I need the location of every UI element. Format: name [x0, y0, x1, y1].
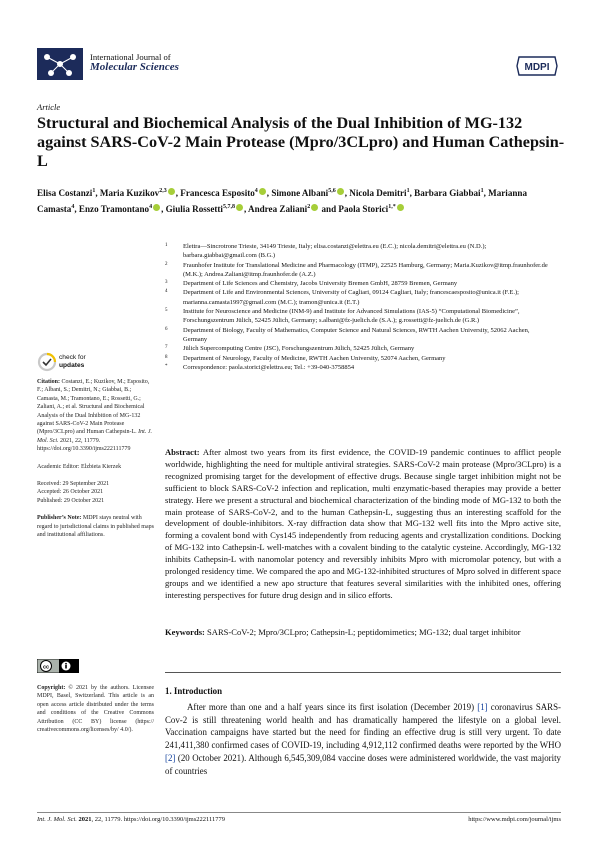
published-date: Published: 29 October 2021 [37, 497, 105, 504]
affiliation-item [165, 279, 555, 288]
citation-text: Costanzi, E.; Kuzikov, M.; Esposito, F.; Albani, S.; Demitri, N.; Giabbai, B.; Camasta, M.; Tramontano, E.; Rossetti, G.; Zaliani, A.; et al. Structural and Biochemical Analysis of the Dual Inhibition of MG-132 against SARS-CoV-2 Main Protease (Mpro/3CLpro) and Human Cathepsin-L. [37, 379, 150, 436]
journal-name-line1: International Journal of [90, 52, 171, 62]
author-name: Maria Kuzikov [99, 188, 160, 199]
copyright-text: © 2021 by the authors. Licensee MDPI, Basel, Switzerland. This article is an open access article distributed under the terms and conditions of the Creative Commons Attribution (CC BY) license (https:// creativecommons.org/licenses/by/ 4.0/). [37, 685, 154, 734]
check-updates-text [59, 354, 86, 369]
author-affiliation-sup: 5,7,8 [222, 203, 235, 210]
cc-by-license-icon[interactable] [37, 659, 79, 673]
affiliation-item [165, 307, 555, 326]
copyright-info [37, 684, 154, 734]
author-affiliation-sup: 5,6 [328, 188, 336, 194]
author-name: Francesca Esposito [180, 188, 255, 199]
affiliation-number: 7 [165, 345, 168, 351]
intro-text-part3: (20 October 2021). Although 6,545,309,084 vaccine doses were administered worldwide, the vast majority of countries [165, 752, 561, 776]
svg-text:cc: cc [42, 664, 50, 671]
abstract-text: After almost two years from its first evidence, the COVID-19 pandemic continues to afflict people worldwide, highlighting the need for multiple antiviral strategies. SARS-CoV-2 main protease (Mpro/3CLpro) is a recognized promising target for the development of effective drugs. Because single target inhibition might not be sufficient to block SARS-CoV-2 infection and replication, multi enzymatic-based therapies may provide a better strategy. Here we present a structural and biochemical characterization of the binding mode of MG-132 to both the main protease of SARS-CoV-2, and to the human Cathepsin-L, suggesting thus an interesting scaffold for the development of double-inhibitors. X-ray diffraction data show that MG-132 well fits into the Mpro active site, forming a covalent bond with Cys145 independently from reducing agents and crystallization conditions. Docking of MG-132 into Cathepsin-L well-matches with a covalent binding to the catalytic cysteine. Accordingly, MG-132 inhibits Cathepsin-L with nanomolar potency and reversibly inhibits Mpro with micromolar potency, but with a prolonged residency time. We compared the apo and MG-132-inhibited structures of Mpro solved in different space groups and we identified a new apo structure that features several similarities with the inhibited ones, offering interesting perspectives for future drug design and in silico efforts. [165, 447, 561, 600]
affiliation-number: 2 [165, 261, 168, 267]
accepted-date: Accepted: 26 October 2021 [37, 489, 104, 496]
footer-journal: Int. J. Mol. Sci. [37, 816, 77, 823]
orcid-icon[interactable] [259, 188, 266, 195]
affiliation-text: Department of Life Sciences and Chemistry, Jacobs University Bremen GmbH, 28759 Bremen, Germany [183, 280, 458, 288]
keywords-text: SARS-CoV-2; Mpro/3CLpro; Cathepsin-L; peptidomimetics; MG-132; dual target inhibitor [207, 627, 521, 637]
author-affiliation-sup: 4 [254, 188, 258, 194]
check-updates-icon [37, 352, 57, 372]
affiliation-text: Fraunhofer Institute for Translational Medicine and Pharmacology (ITMP), 22525 Hamburg, Germany; Maria.Kuzikov@itmp.fraunhofer.de (M.K.); Andrea.Zaliani@itmp.fraunhofer.de (A.Z.) [183, 261, 548, 278]
affiliation-text: Correspondence: paola.storici@elettra.eu; Tel.: +39-040-3758854 [183, 363, 355, 371]
affiliation-item [165, 363, 555, 372]
footer-year: 2021 [78, 816, 92, 823]
author-affiliation-sup: 1 [92, 188, 96, 194]
author-affiliation-sup: 4 [71, 203, 75, 210]
affiliation-item [165, 326, 555, 345]
footer-journal-url[interactable]: https://www.mdpi.com/journal/ijms [468, 816, 561, 823]
author-affiliation-sup: 2,3 [159, 188, 167, 194]
sidebar-info [37, 378, 154, 540]
author-name: Simone Albani [271, 188, 329, 199]
keywords [165, 627, 561, 639]
author-name: Nicola Demitri [349, 188, 407, 199]
intro-text-part2: coronavirus SARS-Cov-2 is still threatening world health and has dramatically hampered the lifestyle on a global level. Vaccination campaigns have started but the need for finding an effective drug is still very urgent. To date 241,411,380 confirmed cases of COVID-19, including 4,912,112 confirmed deaths were reported by the WHO [165, 702, 561, 751]
affiliation-item [165, 242, 555, 261]
citation [37, 378, 154, 454]
orcid-icon[interactable] [397, 204, 404, 211]
author-name: Giulia Rossetti [165, 203, 223, 214]
affiliation-number: * [165, 363, 168, 369]
article-title: Structural and Biochemical Analysis of the Dual Inhibition of MG-132 against SARS-CoV-2 Main Protease (Mpro/3CLpro) and Human Cathepsin-L [37, 114, 565, 170]
author-name: Barbara Giabbai [414, 188, 481, 199]
citation-doi-link[interactable]: 2021, 22, 11779. https://doi.org/10.3390/ijms222111779 [37, 437, 131, 453]
affiliation-number: 8 [165, 354, 168, 360]
reference-link-2[interactable]: [2] [165, 752, 176, 763]
reference-link-1[interactable]: [1] [477, 702, 488, 712]
received-date: Received: 29 September 2021 [37, 481, 110, 488]
author-name: and Paola Storici [321, 203, 389, 214]
article-type: Article [37, 102, 61, 112]
academic-editor: Academic Editor: Elzbieta Kierzek [37, 463, 122, 470]
author-affiliation-sup: 2 [307, 203, 311, 210]
orcid-icon[interactable] [236, 204, 243, 211]
check-for-updates-button[interactable] [37, 352, 117, 374]
keywords-label: Keywords: [165, 627, 205, 637]
footer-doi-link[interactable]: , 22, 11779. https://doi.org/10.3390/ijms222111779 [91, 816, 226, 823]
affiliation-number: 1 [165, 243, 168, 248]
affiliation-text: Department of Life and Environmental Sciences, University of Cagliari, 09124 Cagliari, Italy; francescaesposito@unica.it (F.E.); marianna.camasta1997@gmail.com (M.C.); tramon@unica.it (E.T.) [183, 289, 519, 306]
affiliation-number: 4 [165, 289, 168, 295]
citation-journal: Int. J. Mol. Sci. [37, 429, 152, 444]
author-name: Andrea Zaliani [248, 203, 308, 214]
author-affiliation-sup: 1,* [388, 203, 396, 210]
author-affiliation-sup: 1 [406, 188, 410, 194]
journal-name-line2: Molecular Sciences [90, 61, 179, 73]
affiliation-text: Jülich Supercomputing Centre (JSC), Forschungszentrum Jülich, 52425 Jülich, Germany [183, 345, 415, 353]
abstract [165, 447, 561, 602]
orcid-icon[interactable] [153, 204, 160, 211]
copyright-label: Copyright: [37, 685, 66, 691]
affiliation-text: Elettra—Sincrotrone Trieste, 34149 Trieste, Italy; elisa.costanzi@elettra.eu (E.C.); nicola.demitri@elettra.eu (N.D.); barbara.giabbai@gmail.com (B.G.) [183, 243, 487, 260]
author-name: Enzo Tramontano [78, 203, 150, 214]
publisher-note-label: Publisher’s Note: [37, 515, 82, 522]
affiliation-number: 6 [165, 326, 168, 332]
affiliation-text: Department of Biology, Faculty of Mathematics, Computer Science and Natural Sciences, RWTH Aachen University, 52062 Aachen, Germany [183, 326, 530, 343]
affiliation-text: Department of Neurology, Faculty of Medicine, RWTH Aachen University, 52074 Aachen, Germany [183, 354, 446, 362]
section-divider [165, 672, 561, 673]
orcid-icon[interactable] [168, 188, 175, 195]
intro-text-part1: After more than one and a half years since its first isolation (December 2019) [187, 702, 478, 712]
orcid-icon[interactable] [337, 188, 344, 195]
author-affiliation-sup: 4 [149, 203, 153, 210]
affiliation-item [165, 288, 555, 307]
publisher-note [37, 514, 154, 539]
affiliation-text: Institute for Neuroscience and Medicine (INM-9) and Institute for Advanced Simulations (IAS-5) “Computational Biomedicine”, Forschungszentrum Jülich, 52425 Jülich, Germany; s.albani@fz-juelich.de (S.A.); g.rossetti@fz-juelich.de (G.R.) [183, 308, 520, 325]
affiliation-item [165, 354, 555, 363]
affiliation-item [165, 344, 555, 353]
author-list: Elisa Costanzi$^1$, Maria Kuzikov$^{2,3}$ , Francesca Esposito$^4$ , Simone Albani$^{5,6}$ , Nicola Demitri$^1$, Barbara Giabbai$^1$, Marianna Camasta$^4$, Enzo Tramontano$^4$ , Giulia Rossetti$^{5,7,8}$ , Andrea Zaliani$^2$ and Paola Storici$^{1,*}$ [37, 188, 528, 214]
affiliation-number: 5 [165, 308, 168, 314]
abstract-label: Abstract: [165, 447, 200, 457]
affiliation-item [165, 261, 555, 280]
mdpi-logo-text: MDPI [524, 62, 550, 73]
footer-citation [37, 816, 225, 823]
section-heading-introduction: 1. Introduction [165, 686, 223, 696]
author-name: Marianna Camasta [37, 188, 528, 214]
journal-name [90, 52, 179, 72]
check-updates-line1: check for [59, 354, 86, 361]
footer-divider [37, 812, 561, 813]
orcid-icon[interactable] [311, 204, 318, 211]
check-updates-line2: updates [59, 361, 85, 369]
author-affiliation-sup: 1 [480, 188, 484, 194]
affiliation-number: 3 [165, 280, 168, 286]
author-name: Elisa Costanzi [37, 188, 93, 199]
mdpi-logo-icon[interactable] [516, 55, 558, 77]
citation-label: Citation: [37, 379, 60, 385]
affiliations [165, 242, 555, 372]
introduction-paragraph [165, 701, 561, 777]
publisher-note-text: MDPI stays neutral with regard to jurisdictional claims in published maps and institutional affiliations. [37, 515, 154, 539]
journal-logo-icon [37, 48, 83, 80]
